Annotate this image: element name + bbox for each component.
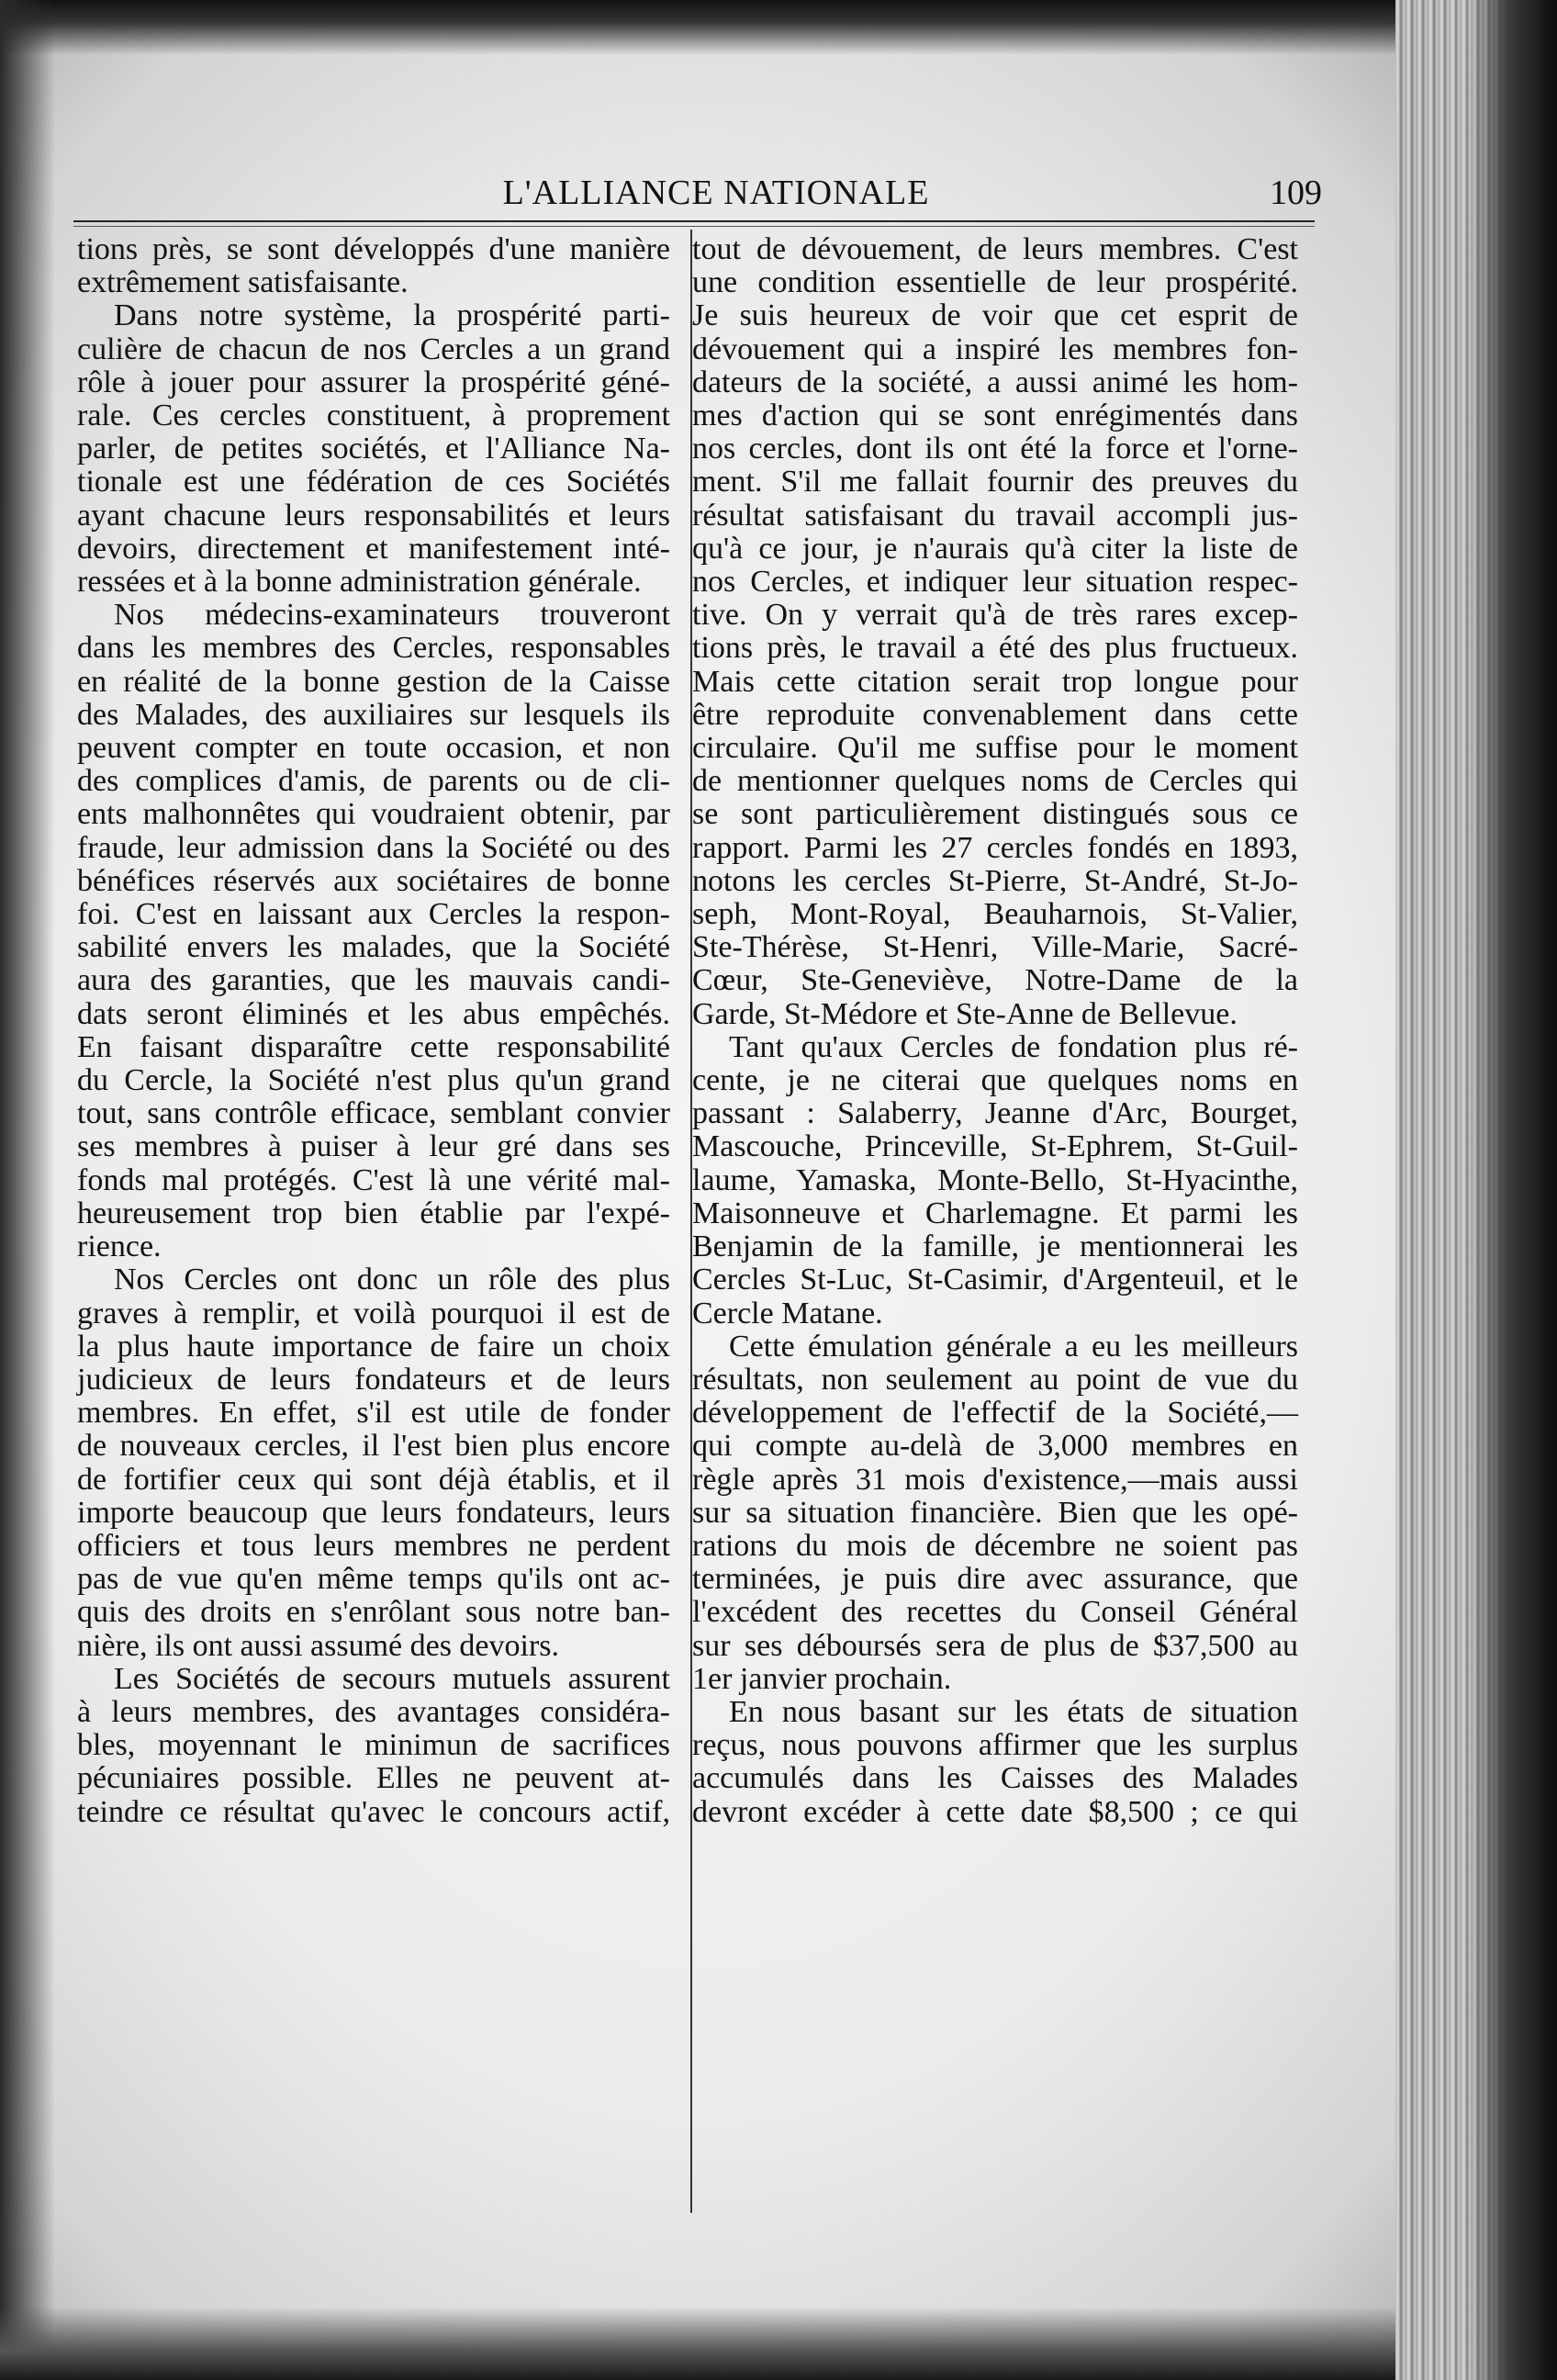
text-line: Benjamin de la famille, je mentionnerai les bbox=[692, 1229, 1298, 1264]
text-line: importe beaucoup que leurs fondateurs, leurs bbox=[77, 1495, 670, 1530]
text-line: en réalité de la bonne gestion de la Caisse bbox=[77, 664, 670, 699]
text-line: se sont particulièrement distingués sous ce bbox=[692, 797, 1298, 832]
text-line: nos cercles, dont ils ont été la force et l'orne- bbox=[692, 432, 1298, 466]
text-line: Cœur, Ste-Geneviève, Notre-Dame de la bbox=[692, 963, 1298, 998]
text-line: résultats, non seulement au point de vue du bbox=[692, 1362, 1298, 1397]
text-line: officiers et tous leurs membres ne perdent bbox=[77, 1528, 670, 1563]
text-line: tive. On y verrait qu'à de très rares excep- bbox=[692, 598, 1298, 633]
text-line: pas de vue qu'en même temps qu'ils ont ac- bbox=[77, 1562, 670, 1597]
text-line: dans les membres des Cercles, responsables bbox=[77, 631, 670, 666]
text-line: rience. bbox=[77, 1229, 162, 1264]
page-number: 109 bbox=[1270, 174, 1322, 212]
text-line: graves à remplir, et voilà pourquoi il est de bbox=[77, 1296, 670, 1330]
text-line: passant : Salaberry, Jeanne d'Arc, Bourget, bbox=[692, 1096, 1298, 1131]
text-line: accumulés dans les Caisses des Malades bbox=[692, 1761, 1298, 1796]
text-line: de mentionner quelques noms de Cercles qui bbox=[692, 764, 1298, 799]
text-line: En faisant disparaître cette responsabilité bbox=[77, 1029, 670, 1064]
text-line: terminées, je puis dire avec assurance, que bbox=[692, 1562, 1298, 1597]
running-header-title: L'ALLIANCE NATIONALE bbox=[502, 174, 930, 212]
text-line: Je suis heureux de voir que cet esprit de bbox=[692, 298, 1298, 333]
text-line: développement de l'effectif de la Société,— bbox=[692, 1396, 1298, 1431]
text-line: Cette émulation générale a eu les meilleurs bbox=[729, 1329, 1298, 1364]
text-line: sur sa situation financière. Bien que les opé- bbox=[692, 1495, 1298, 1530]
text-line: de fortifier ceux qui sont déjà établis, et il bbox=[77, 1462, 670, 1497]
text-line: rapport. Parmi les 27 cercles fondés en 1893, bbox=[692, 830, 1298, 865]
text-line: rations du mois de décembre ne soient pas bbox=[692, 1528, 1298, 1563]
text-line: Garde, St-Médore et Ste-Anne de Bellevue. bbox=[692, 996, 1238, 1031]
text-line: teindre ce résultat qu'avec le concours actif, bbox=[77, 1794, 670, 1829]
text-line: notons les cercles St-Pierre, St-André, St-Jo- bbox=[692, 863, 1298, 898]
book-spine-shadow bbox=[1469, 0, 1557, 2380]
text-line: tout, sans contrôle efficace, semblant convier bbox=[77, 1096, 670, 1131]
text-line: ents malhonnêtes qui voudraient obtenir, par bbox=[77, 797, 670, 832]
text-line: bénéfices réservés aux sociétaires de bonne bbox=[77, 863, 670, 898]
text-line: l'excédent des recettes du Conseil Général bbox=[692, 1595, 1298, 1630]
text-line: ses membres à puiser à leur gré dans ses bbox=[77, 1129, 670, 1164]
text-line: fonds mal protégés. C'est là une vérité mal- bbox=[77, 1162, 670, 1197]
text-line: pécuniaires possible. Elles ne peuvent at- bbox=[77, 1761, 670, 1796]
text-line: Nos Cercles ont donc un rôle des plus bbox=[114, 1263, 670, 1297]
text-line: rale. Ces cercles constituent, à proprement bbox=[77, 399, 670, 433]
text-line: résultat satisfaisant du travail accompli jus- bbox=[692, 498, 1298, 533]
text-line: reçus, nous pouvons affirmer que les surplus bbox=[692, 1728, 1298, 1763]
text-line: nière, ils ont aussi assumé des devoirs. bbox=[77, 1628, 560, 1663]
text-line: culière de chacun de nos Cercles a un grand bbox=[77, 331, 670, 366]
text-line: la plus haute importance de faire un choix bbox=[77, 1329, 670, 1364]
text-line: devoirs, directement et manifestement inté- bbox=[77, 531, 670, 566]
header-rule-secondary bbox=[73, 226, 1315, 227]
header-rule bbox=[73, 220, 1315, 222]
text-line: fraude, leur admission dans la Société ou des bbox=[77, 830, 670, 865]
text-line: tions près, le travail a été des plus fructueux. bbox=[692, 631, 1298, 666]
text-line: devront excéder à cette date $8,500 ; ce qui bbox=[692, 1794, 1298, 1829]
text-line: membres. En effet, s'il est utile de fonder bbox=[77, 1396, 670, 1431]
left-column bbox=[77, 233, 670, 1829]
text-line: Dans notre système, la prospérité parti- bbox=[114, 298, 670, 333]
text-line: seph, Mont-Royal, Beauharnois, St-Valier, bbox=[692, 897, 1298, 932]
text-line: tionale est une fédération de ces Sociétés bbox=[77, 465, 670, 500]
text-line: sabilité envers les malades, que la Société bbox=[77, 930, 670, 965]
text-line: Maisonneuve et Charlemagne. Et parmi les bbox=[692, 1196, 1298, 1230]
text-line: ment. S'il me fallait fournir des preuves du bbox=[692, 465, 1298, 500]
text-line: Cercles St-Luc, St-Casimir, d'Argenteuil, et le bbox=[692, 1263, 1298, 1297]
text-line: aura des garanties, que les mauvais candi- bbox=[77, 963, 670, 998]
text-line: rôle à jouer pour assurer la prospérité géné- bbox=[77, 365, 670, 399]
text-line: tout de dévouement, de leurs membres. C'est bbox=[692, 232, 1298, 266]
text-line: qui compte au-delà de 3,000 membres en bbox=[692, 1429, 1298, 1464]
text-line: Mais cette citation serait trop longue pour bbox=[692, 664, 1298, 699]
text-line: mes d'action qui se sont enrégimentés dans bbox=[692, 399, 1298, 433]
text-line: heureusement trop bien établie par l'expé- bbox=[77, 1196, 670, 1230]
text-line: 1er janvier prochain. bbox=[692, 1661, 952, 1696]
text-line: judicieux de leurs fondateurs et de leurs bbox=[77, 1362, 670, 1397]
text-line: à leurs membres, des avantages considéra- bbox=[77, 1694, 670, 1729]
text-line: nos Cercles, et indiquer leur situation respec- bbox=[692, 565, 1298, 600]
text-line: foi. C'est en laissant aux Cercles la respon- bbox=[77, 897, 670, 932]
text-line: bles, moyennant le minimun de sacrifices bbox=[77, 1728, 670, 1763]
text-line: cente, je ne citerai que quelques noms en bbox=[692, 1063, 1298, 1098]
scan-top-shadow bbox=[0, 0, 1557, 55]
text-line: sur ses déboursés sera de plus de $37,500 au bbox=[692, 1628, 1298, 1663]
text-line: être reproduite convenablement dans cette bbox=[692, 697, 1298, 732]
text-line: Cercle Matane. bbox=[692, 1296, 883, 1330]
text-line: quis des droits en s'enrôlant sous notre ban- bbox=[77, 1595, 670, 1630]
text-line: une condition essentielle de leur prospérité. bbox=[692, 265, 1298, 300]
text-line: Ste-Thérèse, St-Henri, Ville-Marie, Sacré- bbox=[692, 930, 1298, 965]
text-line: Les Sociétés de secours mutuels assurent bbox=[114, 1661, 670, 1696]
text-line: règle après 31 mois d'existence,—mais aussi bbox=[692, 1462, 1298, 1497]
text-line: ayant chacune leurs responsabilités et leurs bbox=[77, 498, 670, 533]
text-line: Tant qu'aux Cercles de fondation plus ré- bbox=[729, 1029, 1298, 1064]
text-line: qu'à ce jour, je n'aurais qu'à citer la liste de bbox=[692, 531, 1298, 566]
text-line: des Malades, des auxiliaires sur lesquels ils bbox=[77, 697, 670, 732]
text-line: extrêmement satisfaisante. bbox=[77, 265, 409, 300]
text-line: dévouement qui a inspiré les membres fon- bbox=[692, 331, 1298, 366]
text-line: parler, de petites sociétés, et l'Alliance Na- bbox=[77, 432, 670, 466]
text-line: des complices d'amis, de parents ou de cli- bbox=[77, 764, 670, 799]
text-line: du Cercle, la Société n'est plus qu'un grand bbox=[77, 1063, 670, 1098]
right-column bbox=[692, 233, 1298, 1829]
scan-left-shadow bbox=[0, 0, 55, 2380]
text-line: de nouveaux cercles, il l'est bien plus encore bbox=[77, 1429, 670, 1464]
text-line: tions près, se sont développés d'une manière bbox=[77, 232, 670, 266]
text-line: Mascouche, Princeville, St-Ephrem, St-Guil- bbox=[692, 1129, 1298, 1164]
text-line: En nous basant sur les états de situation bbox=[729, 1694, 1298, 1729]
scan-bottom-shadow bbox=[0, 2307, 1557, 2380]
text-line: laume, Yamaska, Monte-Bello, St-Hyacinthe, bbox=[692, 1162, 1298, 1197]
text-line: dats seront éliminés et les abus empêchés. bbox=[77, 996, 670, 1031]
text-line: peuvent compter en toute occasion, et non bbox=[77, 731, 670, 766]
text-line: ressées et à la bonne administration générale. bbox=[77, 565, 642, 600]
text-line: circulaire. Qu'il me suffise pour le moment bbox=[692, 731, 1298, 766]
text-line: Nos médecins-examinateurs trouveront bbox=[114, 598, 670, 633]
text-line: dateurs de la société, a aussi animé les hom- bbox=[692, 365, 1298, 399]
